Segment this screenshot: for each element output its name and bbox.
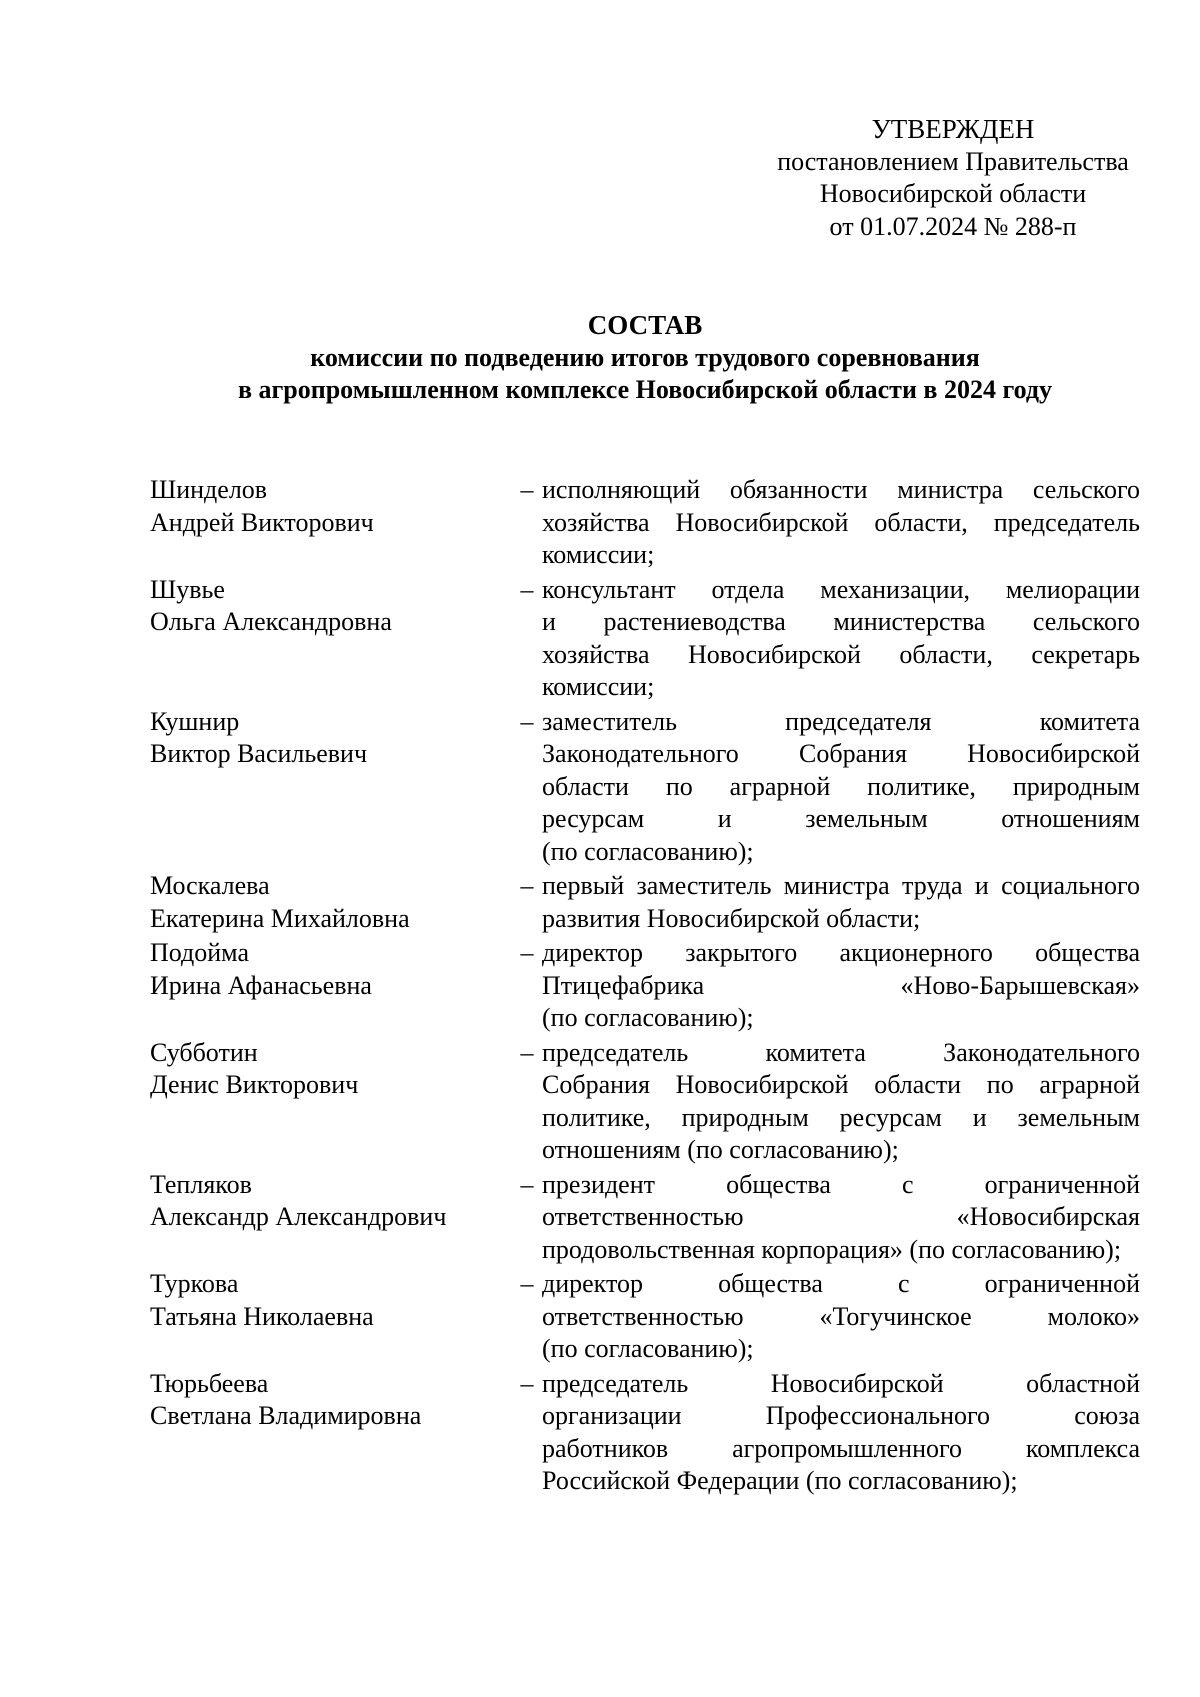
member-dash: – [520, 574, 534, 604]
member-dash: – [520, 938, 534, 967]
member-role [542, 1169, 1140, 1267]
member-name [150, 474, 490, 572]
member-role-line: (по согласованию); [542, 1003, 754, 1032]
member-name [150, 706, 490, 869]
member-dash: – [520, 1037, 534, 1067]
member-name [150, 574, 490, 704]
member-role-line: первый заместитель министра труда и социального [542, 871, 1140, 900]
member-row [150, 474, 1140, 572]
member-role-line: хозяйства Новосибирской области, секретарь [542, 639, 1140, 669]
member-role [542, 574, 1140, 704]
member-role-line: ответственностью «Новосибирская [542, 1202, 1140, 1231]
member-role-line: (по согласованию); [542, 836, 754, 866]
approval-line-3: от 01.07.2024 № 288-п [829, 211, 1077, 241]
member-given-names: Татьяна Николаевна [150, 1301, 374, 1331]
member-role-line: области по аграрной политике, природным [542, 771, 1140, 801]
member-role-line: заместитель председателя комитета [542, 706, 1140, 736]
approval-title: УТВЕРЖДЕН [871, 114, 1035, 144]
document-title: СОСТАВ [587, 310, 703, 340]
member-role-line: председатель Новосибирской областной [542, 1368, 1140, 1398]
member-role-line: Российской Федерации (по согласованию); [542, 1466, 1018, 1495]
member-role-line: работников агропромышленного комплекса [542, 1433, 1140, 1463]
member-surname: Москалева [150, 871, 270, 900]
member-dash: – [520, 871, 534, 900]
member-dash: – [520, 1269, 534, 1298]
member-row [150, 870, 1140, 935]
member-role-line: (по согласованию); [542, 1334, 754, 1363]
member-role-line: директор общества с ограниченной [542, 1269, 1140, 1298]
member-role-line: Собрания Новосибирской области по аграрной [542, 1070, 1140, 1099]
member-role [542, 706, 1140, 869]
member-role-line: развития Новосибирской области; [542, 903, 921, 933]
member-role-line: президент общества с ограниченной [542, 1169, 1140, 1199]
member-given-names: Виктор Васильевич [150, 739, 368, 768]
member-role-line: политике, природным ресурсам и земельным [542, 1102, 1140, 1132]
member-row [150, 1037, 1140, 1167]
member-role [542, 937, 1140, 1035]
member-role-line: Птицефабрика «Ново-Барышевская» [542, 970, 1140, 1000]
member-surname: Шувье [150, 574, 225, 604]
member-role-line: хозяйства Новосибирской области, председатель [542, 507, 1140, 537]
member-row [150, 1268, 1140, 1366]
member-role-line: организации Профессионального союза [542, 1401, 1140, 1430]
member-given-names: Екатерина Михайловна [150, 903, 410, 933]
approval-line-2: Новосибирской области [819, 179, 1087, 208]
member-row [150, 706, 1140, 869]
member-name [150, 937, 490, 1035]
member-name [150, 1268, 490, 1366]
member-role-line: консультант отдела механизации, мелиорации [542, 574, 1140, 604]
member-surname: Кушнир [150, 706, 240, 736]
member-role [542, 1368, 1140, 1498]
member-role [542, 870, 1140, 935]
document-subtitle-line-2: в агропромышленном комплексе Новосибирской области в 2024 году [237, 375, 1053, 404]
approval-stamp [758, 113, 1148, 243]
member-given-names: Андрей Викторович [150, 507, 374, 537]
member-row [150, 1368, 1140, 1498]
member-role-line: продовольственная корпорация» (по согласованию); [542, 1234, 1122, 1264]
member-name [150, 1368, 490, 1498]
member-role-line: Законодательного Собрания Новосибирской [542, 739, 1140, 768]
member-given-names: Александр Александрович [150, 1202, 447, 1231]
member-role-line: ресурсам и земельным отношениям [542, 804, 1140, 833]
member-role-line: директор закрытого акционерного общества [542, 938, 1140, 967]
member-dash: – [520, 475, 534, 504]
member-role-line: комиссии; [542, 672, 655, 701]
member-given-names: Светлана Владимировна [150, 1401, 422, 1430]
member-name [150, 1037, 490, 1167]
member-given-names: Денис Викторович [150, 1070, 359, 1099]
member-role-line: ответственностью «Тогучинское молоко» [542, 1301, 1140, 1331]
member-name [150, 870, 490, 935]
member-role [542, 474, 1140, 572]
member-surname: Субботин [150, 1037, 258, 1067]
document-heading [150, 308, 1140, 406]
member-given-names: Ольга Александровна [150, 607, 392, 636]
member-role-line: исполняющий обязанности министра сельского [542, 475, 1140, 504]
approval-line-1: постановлением Правительства [777, 146, 1129, 176]
member-surname: Шинделов [150, 475, 268, 504]
member-surname: Тюрьбеева [150, 1368, 269, 1398]
member-dash: – [520, 1169, 534, 1199]
member-row [150, 574, 1140, 704]
member-role-line: отношениям (по согласованию); [542, 1135, 899, 1164]
member-given-names: Ирина Афанасьевна [150, 970, 372, 1000]
member-surname: Туркова [150, 1269, 239, 1298]
member-role-line: и растениеводства министерства сельского [542, 607, 1140, 636]
members-list [150, 474, 1140, 1500]
document-subtitle-line-1: комиссии по подведению итогов трудового соревнования [310, 343, 980, 372]
member-dash: – [520, 706, 534, 736]
member-surname: Тепляков [150, 1169, 252, 1199]
member-name [150, 1169, 490, 1267]
member-role [542, 1268, 1140, 1366]
member-dash: – [520, 1368, 534, 1398]
member-role [542, 1037, 1140, 1167]
member-row [150, 937, 1140, 1035]
member-role-line: комиссии; [542, 540, 655, 569]
member-row [150, 1169, 1140, 1267]
member-surname: Подойма [150, 938, 249, 967]
member-role-line: председатель комитета Законодательного [542, 1037, 1140, 1067]
